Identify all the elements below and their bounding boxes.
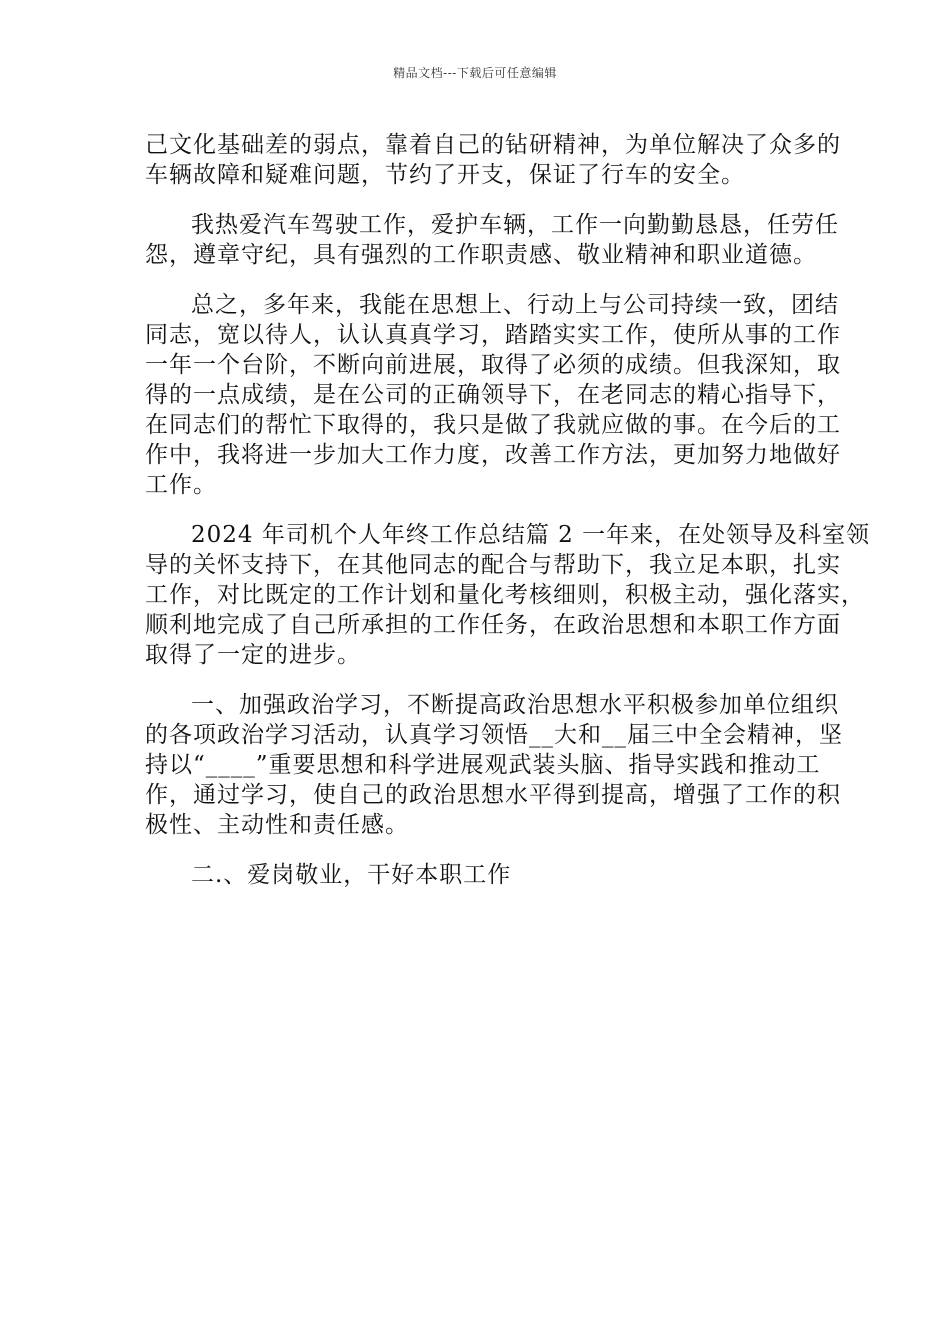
text-line: 作，通过学习，使自己的政治思想水平得到提高，增强了工作的积 xyxy=(145,782,841,808)
document-body xyxy=(145,130,871,890)
text-line: 我热爱汽车驾驶工作，爱护车辆，工作一向勤勤恳恳，任劳任 xyxy=(191,212,839,238)
text-line: 二.、爱岗敬业，干好本职工作 xyxy=(191,862,512,888)
text-line: 取得了一定的进步。 xyxy=(145,642,361,668)
text-line: 工作，对比既定的工作计划和量化考核细则，积极主动，强化落实， xyxy=(145,582,865,608)
text-line: 同志，宽以待人，认认真真学习，踏踏实实工作，使所从事的工作 xyxy=(145,322,841,348)
text-line: 导的关怀支持下，在其他同志的配合与帮助下，我立足本职，扎实 xyxy=(145,552,841,578)
text-line: 一年一个台阶，不断向前进展，取得了必须的成绩。但我深知，取 xyxy=(145,352,841,378)
text-line: 怨，遵章守纪，具有强烈的工作职责感、敬业精神和职业道德。 xyxy=(145,242,817,268)
text-line: 得的一点成绩，是在公司的正确领导下，在老同志的精心指导下， xyxy=(145,382,841,408)
text-line: 总之，多年来，我能在思想上、行动上与公司持续一致，团结 xyxy=(191,292,839,318)
text-line: 一、加强政治学习，不断提高政治思想水平积极参加单位组织 xyxy=(191,692,839,718)
text-line: 作中，我将进一步加大工作力度，改善工作方法，更加努力地做好 xyxy=(145,442,841,468)
text-line: 在同志们的帮忙下取得的，我只是做了我就应做的事。在今后的工 xyxy=(145,412,841,438)
text-line: 工作。 xyxy=(145,472,217,498)
text-line: 2024 年司机个人年终工作总结篇 2 一年来，在处领导及科室领 xyxy=(191,522,871,548)
page-header: 精品文档---下载后可任意编辑 xyxy=(393,66,557,80)
text-line: 持以“____”重要思想和科学进展观武装头脑、指导实践和推动工 xyxy=(145,752,821,778)
text-line: 极性、主动性和责任感。 xyxy=(145,812,409,838)
text-line: 的各项政治学习活动，认真学习领悟__大和__届三中全会精神，坚 xyxy=(145,722,843,748)
text-line: 己文化基础差的弱点，靠着自己的钻研精神，为单位解决了众多的 xyxy=(145,132,841,158)
text-line: 车辆故障和疑难问题，节约了开支，保证了行车的安全。 xyxy=(145,162,745,188)
text-line: 顺利地完成了自己所承担的工作任务，在政治思想和本职工作方面 xyxy=(145,612,841,638)
